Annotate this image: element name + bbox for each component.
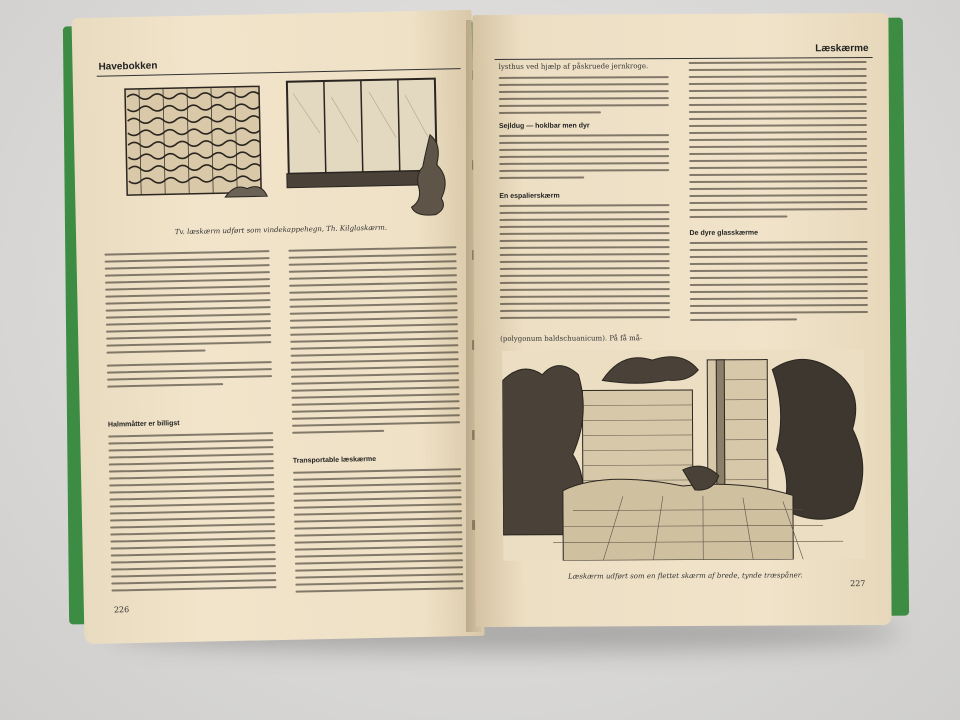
- right-page-number: 227: [850, 579, 866, 589]
- left-column-2-text-b: [293, 468, 464, 597]
- right-text-fragment-2: (polygonum baldschuanicum). På få må-: [500, 334, 643, 343]
- right-text-fragment-1: lysthus ved hjælp af påskruede jernkroge.: [498, 62, 649, 71]
- right-page: [472, 13, 891, 627]
- right-heading-1: Sejldug — hoklbar men dyr: [498, 122, 590, 130]
- left-heading-2: Transportable læskærme: [292, 455, 377, 465]
- left-page: [71, 10, 484, 644]
- left-running-head: Havebokken: [98, 60, 158, 73]
- left-page-number: 226: [113, 605, 130, 615]
- glass-screen-illustration: [279, 70, 457, 224]
- right-figure-caption: Læskærm udført som en flettet skærm af brede, tynde træspåner.: [568, 571, 803, 581]
- right-column-1-text: [499, 76, 669, 119]
- right-heading-3: De dyre glasskærme: [689, 229, 759, 237]
- right-column-2-text: [689, 61, 868, 223]
- garden-screen-illustration: [502, 349, 865, 561]
- left-column-1-text-b: [108, 432, 276, 596]
- woven-screen-illustration: [123, 76, 276, 209]
- right-column-1-text-c: [499, 204, 670, 324]
- right-running-head: Læskærme: [815, 43, 869, 55]
- right-column-2-text-b: [690, 241, 868, 326]
- right-column-1-text-b: [499, 134, 669, 184]
- left-heading-1: Halmmåtter er billigst: [107, 420, 180, 429]
- left-column-2-text: [288, 246, 460, 438]
- right-header-rule: [495, 57, 873, 60]
- right-heading-2: En espalierskærm: [499, 192, 560, 200]
- left-column-1-text: [104, 250, 272, 392]
- left-figure-caption: Tv. læskærm udført som vindekappehegn, Th. Kilglaskærm.: [174, 223, 388, 237]
